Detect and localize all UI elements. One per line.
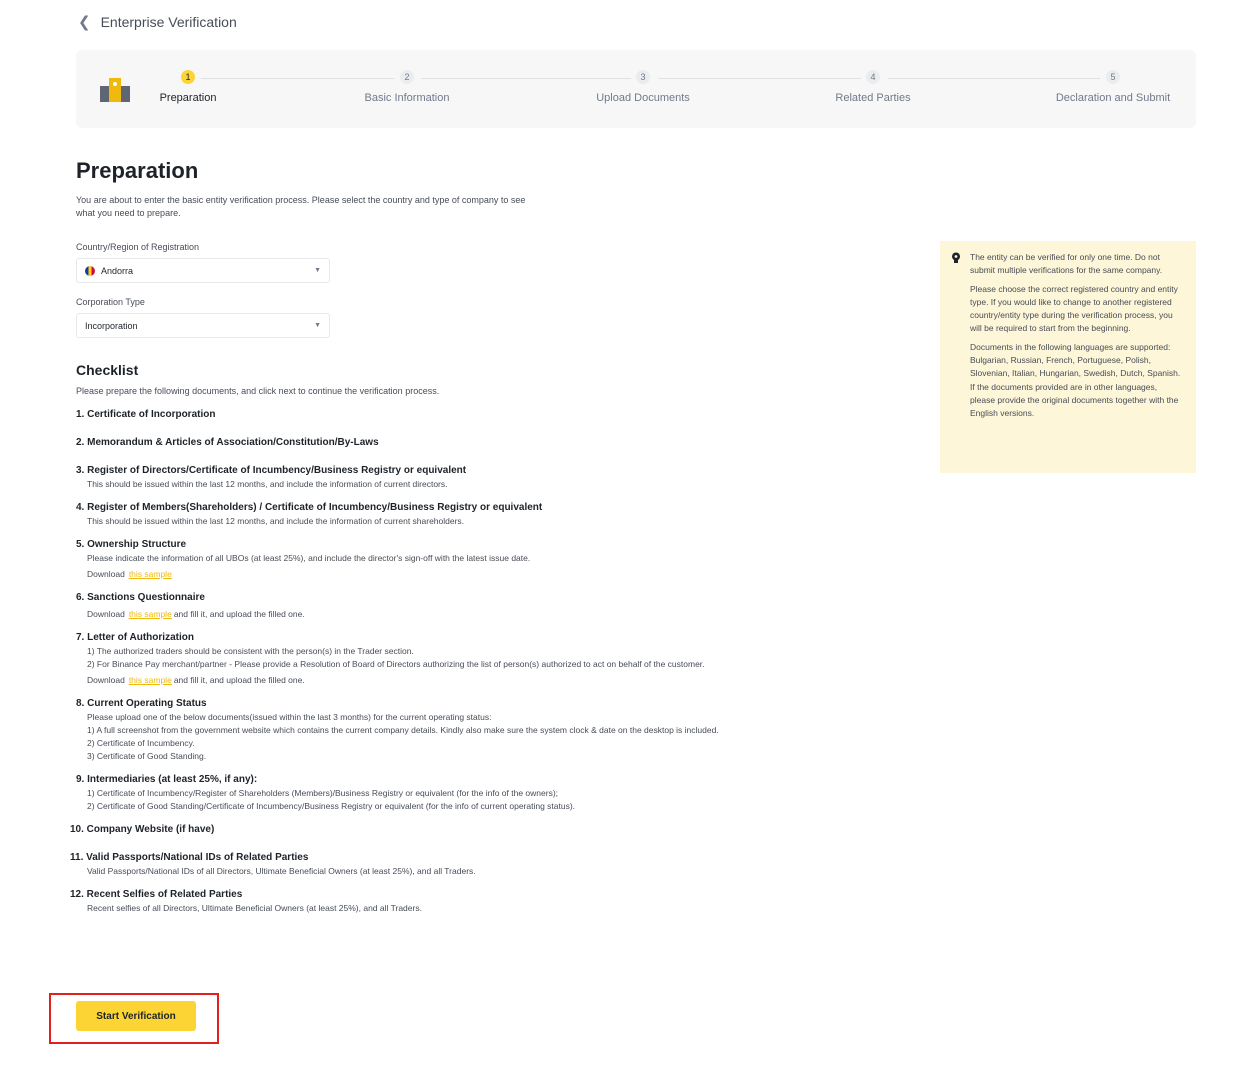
country-value: Andorra <box>101 265 134 276</box>
checklist-item-title: 8. Current Operating Status <box>76 698 207 709</box>
checklist-description: Please prepare the following documents, and click next to continue the verification process. <box>76 386 440 396</box>
page-header-title: Enterprise Verification <box>100 14 237 30</box>
step-basic-information[interactable] <box>322 70 492 104</box>
step-label: Upload Documents <box>596 92 690 104</box>
checklist-item-desc: 1) Certificate of Incumbency/Register of Shareholders (Members)/Business Registry or equivalent (for the info of the owners); <box>87 788 559 798</box>
download-row <box>76 607 836 621</box>
step-upload-documents[interactable] <box>558 70 728 104</box>
download-row <box>76 673 836 687</box>
corporation-type-value: Incorporation <box>85 320 138 331</box>
checklist-item-desc: This should be issued within the last 12 months, and include the information of current directors. <box>87 479 448 489</box>
download-row <box>76 567 836 581</box>
checklist-item <box>76 773 836 813</box>
checklist-item-desc: Please upload one of the below documents(issued within the last 3 months) for the current operating status: <box>87 712 492 722</box>
sample-download-link[interactable]: this sample <box>128 569 172 579</box>
checklist-item-desc: Recent selfies of all Directors, Ultimate Beneficial Owners (at least 25%), and all Traders. <box>87 903 422 913</box>
checklist-item <box>76 464 836 491</box>
intro-text: You are about to enter the basic entity verification process. Please select the country and type of company to see what you need to prepare. <box>76 195 526 218</box>
lightbulb-icon <box>951 252 961 264</box>
step-number: 4 <box>866 70 880 84</box>
download-label: Download <box>87 675 125 685</box>
checklist-item-desc: 2) Certificate of Incumbency. <box>87 738 195 748</box>
corporation-type-label: Corporation Type <box>76 297 145 307</box>
checklist-item-title: 2. Memorandum & Articles of Association/Constitution/By-Laws <box>76 437 379 448</box>
checklist-item <box>76 501 836 528</box>
checklist-item-title: 4. Register of Members(Shareholders) / Certificate of Incumbency/Business Registry or equivalent <box>76 502 543 513</box>
checklist-item-desc: 1) A full screenshot from the government website which contains the current company details. Kindly also make sure the system clock & date on the desktop is included. <box>87 725 719 735</box>
caret-down-icon: ▼ <box>314 322 321 329</box>
step-number: 1 <box>181 70 195 84</box>
checklist-item <box>70 851 836 878</box>
step-number: 2 <box>400 70 414 84</box>
step-related-parties[interactable] <box>788 70 958 104</box>
checklist-item-title: 1. Certificate of Incorporation <box>76 409 216 420</box>
andorra-flag-icon <box>85 266 95 276</box>
download-label: Download <box>87 569 125 579</box>
fill-instruction: and fill it, and upload the filled one. <box>173 675 305 685</box>
checklist-item <box>76 591 836 621</box>
page-title: Preparation <box>76 158 199 183</box>
checklist-item-title: 10. Company Website (if have) <box>70 824 215 835</box>
corporation-type-select[interactable] <box>76 313 330 338</box>
step-number: 3 <box>636 70 650 84</box>
step-number: 5 <box>1106 70 1120 84</box>
verification-stepper <box>76 50 1196 128</box>
caret-down-icon: ▼ <box>314 267 321 274</box>
step-label: Preparation <box>159 92 217 104</box>
checklist-item <box>70 823 836 837</box>
checklist-item-title: 3. Register of Directors/Certificate of Incumbency/Business Registry or equivalent <box>76 465 467 476</box>
checklist-item-desc: This should be issued within the last 12 months, and include the information of current shareholders. <box>87 516 465 526</box>
page-header <box>78 14 237 30</box>
download-label: Download <box>87 609 125 619</box>
checklist-item <box>76 436 836 450</box>
start-verification-button[interactable]: Start Verification <box>76 1001 196 1031</box>
checklist-item <box>70 888 836 915</box>
step-label: Declaration and Submit <box>1055 92 1171 104</box>
checklist-item-title: 6. Sanctions Questionnaire <box>76 592 205 603</box>
checklist-item <box>76 631 836 687</box>
checklist-items <box>70 408 836 915</box>
checklist-item-desc: 1) The authorized traders should be consistent with the person(s) in the Trader section. <box>87 646 414 656</box>
step-label: Basic Information <box>364 92 450 104</box>
step-declaration-and-submit[interactable] <box>1028 70 1198 104</box>
checklist-item <box>76 538 836 581</box>
checklist-item-title: 12. Recent Selfies of Related Parties <box>70 889 243 900</box>
checklist-item-desc: Valid Passports/National IDs of all Directors, Ultimate Beneficial Owners (at least 25%), and all Traders. <box>87 866 476 876</box>
checklist-item <box>76 408 836 422</box>
checklist-title: Checklist <box>76 362 139 378</box>
checklist-item-title: 7. Letter of Authorization <box>76 632 194 643</box>
notice-paragraph: Documents in the following languages are supported: Bulgarian, Russian, French, Portuguese, Polish, Slovenian, Italian, Hungarian, Swedish, Dutch, Spanish. If the documents provided are in other languages, please provide the original documents together with the English versions. <box>970 341 1181 419</box>
checklist-item-desc: 3) Certificate of Good Standing. <box>87 751 207 761</box>
sample-download-link[interactable]: this sample <box>128 675 172 685</box>
back-arrow-icon[interactable]: ❮ <box>78 13 91 31</box>
checklist-item-title: 5. Ownership Structure <box>76 539 187 550</box>
preparation-section <box>70 158 836 925</box>
notice-paragraph: The entity can be verified for only one time. Do not submit multiple verifications for the same company. <box>970 252 1163 276</box>
notice-paragraph: Please choose the correct registered country and entity type. If you would like to change to another registered country/entity type during the verification process, you will be required to start from the beginning. <box>970 283 1178 334</box>
sample-download-link[interactable]: this sample <box>128 609 172 619</box>
checklist-item <box>76 697 836 763</box>
country-select[interactable] <box>76 258 330 283</box>
checklist-item-title: 9. Intermediaries (at least 25%, if any): <box>76 774 258 785</box>
fill-instruction: and fill it, and upload the filled one. <box>173 609 305 619</box>
step-preparation[interactable] <box>103 70 273 104</box>
checklist-item-title: 11. Valid Passports/National IDs of Related Parties <box>70 852 309 863</box>
checklist-item-desc: 2) For Binance Pay merchant/partner - Please provide a Resolution of Board of Directors authorizing the list of person(s) authorized to act on behalf of the customer. <box>87 659 705 669</box>
country-label: Country/Region of Registration <box>76 242 200 252</box>
checklist-item-desc: Please indicate the information of all UBOs (at least 25%), and include the director's sign-off with the latest issue date. <box>87 553 531 563</box>
checklist-item-desc: 2) Certificate of Good Standing/Certificate of Incumbency/Business Registry or equivalent (for the info of current operating status). <box>87 801 576 811</box>
notice-panel <box>940 241 1196 473</box>
step-label: Related Parties <box>835 92 911 104</box>
